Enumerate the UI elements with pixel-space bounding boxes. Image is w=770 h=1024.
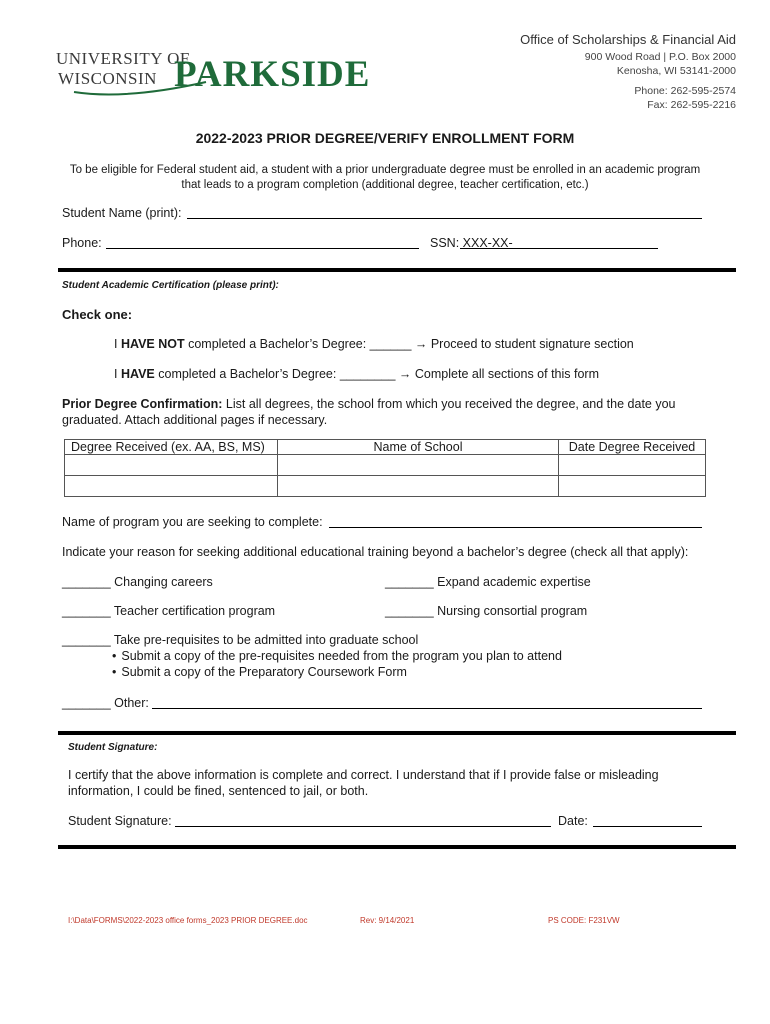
- option1-prefix: I: [114, 337, 121, 351]
- footer-file-path: I:\Data\FORMS\2022-2023 office forms_2023 PRIOR DEGREE.doc: [68, 916, 308, 925]
- reason-prerequisites[interactable]: _______ Take pre-requisites to be admitted into graduate school: [62, 633, 419, 647]
- phone-field[interactable]: [106, 248, 419, 249]
- table-row: [65, 476, 706, 497]
- option-not-completed[interactable]: [114, 337, 634, 351]
- option1-text: completed a Bachelor’s Degree: ______: [184, 337, 415, 351]
- arrow-right-icon: →: [398, 367, 412, 381]
- office-phone: Phone: 262-595-2574: [634, 85, 736, 97]
- option1-action: Proceed to student signature section: [427, 337, 634, 351]
- school-cell[interactable]: [278, 476, 559, 497]
- university-logo: [56, 34, 386, 98]
- header-school: Name of School: [278, 440, 559, 455]
- section-divider-1: [58, 268, 736, 272]
- signature-section-label: Student Signature:: [68, 742, 158, 753]
- certification-text: [68, 767, 708, 799]
- footer-ps-code: PS CODE: F231VW: [548, 916, 620, 925]
- footer-revision: Rev: 9/14/2021: [360, 916, 415, 925]
- intro-line-1: To be eligible for Federal student aid, a student with a prior undergraduate degree must be enrolled in an academic program: [69, 164, 701, 176]
- check-one-label: Check one:: [62, 307, 133, 322]
- prior-degree-text-2: graduated. Attach additional pages if necessary.: [62, 413, 328, 427]
- reason-expand-expertise[interactable]: _______ Expand academic expertise: [385, 575, 591, 589]
- degrees-table: [64, 439, 706, 497]
- degree-cell[interactable]: [65, 476, 278, 497]
- option2-bold: HAVE: [120, 367, 155, 381]
- arrow-right-icon: →: [414, 337, 428, 351]
- section-divider-3: [58, 845, 736, 849]
- reason-nursing[interactable]: _______ Nursing consortial program: [385, 604, 588, 618]
- program-label: Name of program you are seeking to complete:: [62, 515, 323, 529]
- bullet-item: • Submit a copy of the Preparatory Coursework Form: [112, 664, 562, 680]
- certify-line-1: I certify that the above information is complete and correct. I understand that if I provide false or misleading: [68, 768, 659, 782]
- office-address-1: 900 Wood Road | P.O. Box 2000: [584, 51, 736, 63]
- ssn-label: SSN: XXX-XX-: [430, 236, 513, 250]
- prereq-bullets: [112, 648, 562, 680]
- office-address-2: Kenosha, WI 53141-2000: [616, 65, 736, 77]
- date-cell[interactable]: [559, 476, 706, 497]
- option-completed[interactable]: [114, 367, 599, 381]
- office-fax: Fax: 262-595-2216: [647, 99, 736, 111]
- prior-degree-text-1: List all degrees, the school from which you received the degree, and the date you: [222, 397, 676, 411]
- logo-line1: UNIVERSITY OF: [56, 49, 190, 68]
- signature-field[interactable]: [175, 826, 551, 827]
- table-row: [65, 455, 706, 476]
- academic-section-label: Student Academic Certification (please print):: [62, 280, 279, 291]
- school-cell[interactable]: [278, 455, 559, 476]
- student-name-field[interactable]: [187, 218, 702, 219]
- option1-bold: HAVE NOT: [120, 337, 185, 351]
- intro-text: [60, 163, 710, 193]
- degree-cell[interactable]: [65, 455, 278, 476]
- signature-label: Student Signature:: [68, 814, 172, 828]
- date-cell[interactable]: [559, 455, 706, 476]
- other-field[interactable]: [152, 708, 702, 709]
- certify-line-2: information, I could be fined, sentenced to jail, or both.: [68, 784, 369, 798]
- date-field[interactable]: [593, 826, 702, 827]
- table-header-row: [65, 440, 706, 455]
- option2-prefix: I: [114, 367, 121, 381]
- reason-teacher-cert[interactable]: _______ Teacher certification program: [62, 604, 276, 618]
- prior-degree-heading: Prior Degree Confirmation:: [62, 397, 223, 411]
- section-divider-2: [58, 731, 736, 735]
- header-degree: Degree Received (ex. AA, BS, MS): [65, 440, 278, 455]
- reason-prompt: Indicate your reason for seeking additional educational training beyond a bachelor’s degree (check all that apply):: [62, 545, 689, 559]
- office-title: Office of Scholarships & Financial Aid: [520, 32, 736, 47]
- ssn-field[interactable]: [460, 248, 658, 249]
- program-field[interactable]: [329, 527, 702, 528]
- reason-changing-careers[interactable]: _______ Changing careers: [62, 575, 213, 589]
- form-title: 2022-2023 PRIOR DEGREE/VERIFY ENROLLMENT FORM: [195, 130, 575, 146]
- prior-degree-instructions: [62, 396, 712, 428]
- logo-line2: WISCONSIN: [58, 69, 157, 88]
- option2-text: completed a Bachelor’s Degree: ________: [154, 367, 399, 381]
- intro-line-2: that leads to a program completion (additional degree, teacher certification, etc.): [181, 179, 589, 191]
- bullet-item: • Submit a copy of the pre-requisites needed from the program you plan to attend: [112, 648, 562, 664]
- phone-label: Phone:: [62, 236, 102, 250]
- option2-action: Complete all sections of this form: [411, 367, 599, 381]
- office-contact-block: [430, 32, 736, 112]
- header-date: Date Degree Received: [559, 440, 706, 455]
- date-label: Date:: [558, 814, 588, 828]
- logo-brand: PARKSIDE: [174, 54, 371, 95]
- student-name-label: Student Name (print):: [62, 206, 182, 220]
- reason-other[interactable]: _______ Other:: [62, 696, 149, 710]
